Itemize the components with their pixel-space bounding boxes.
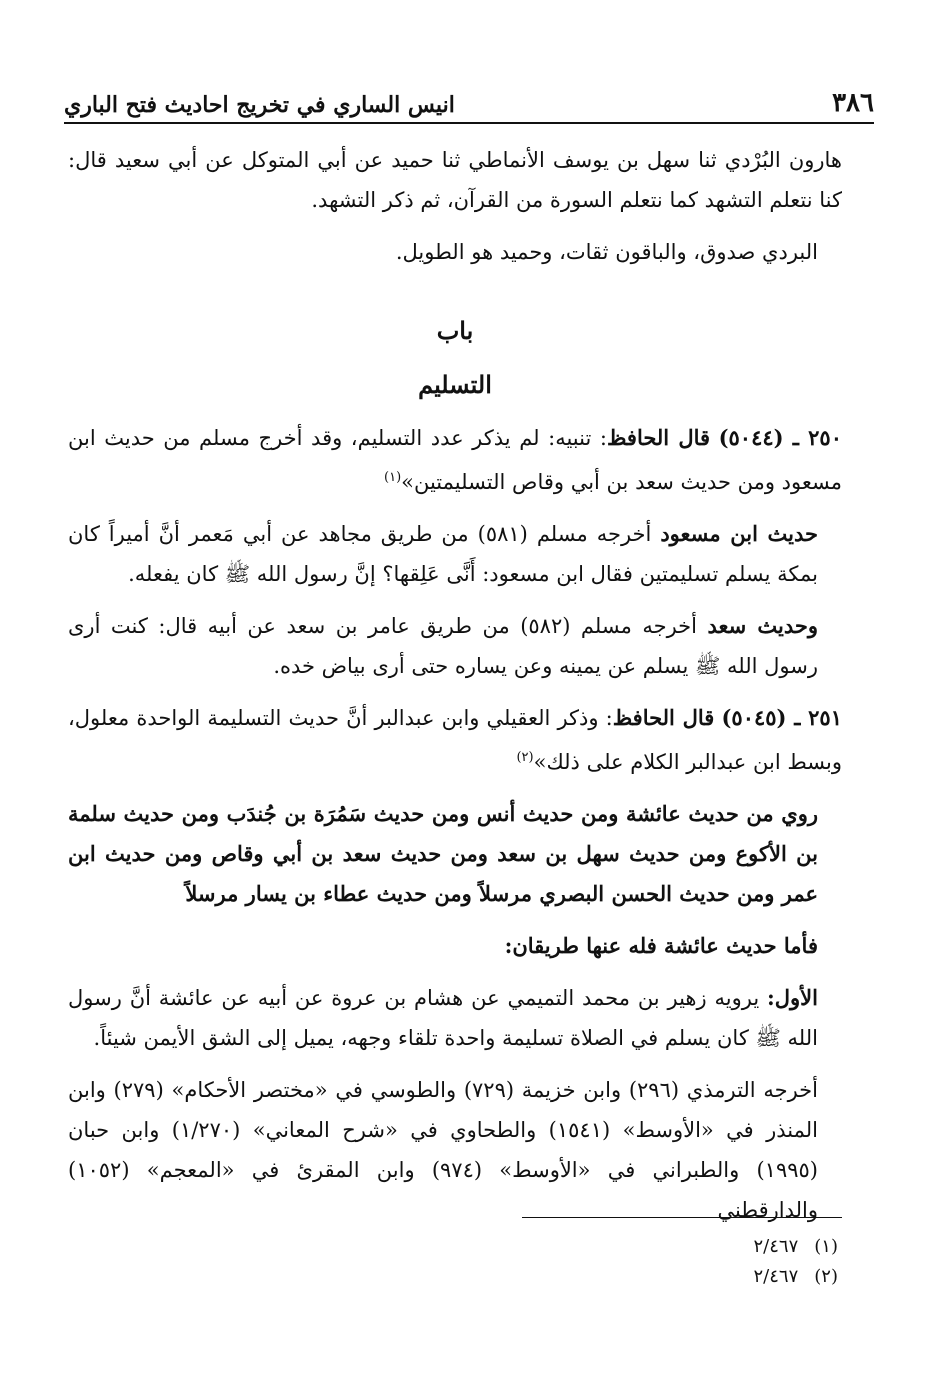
- running-header: [64, 78, 874, 124]
- book-title: انيس الساري في تخريج احاديث فتح الباري: [64, 92, 455, 118]
- page-number: ٣٨٦: [832, 88, 874, 118]
- ibn-masud-text: أخرجه مسلم (٥٨١) من طريق مجاهد عن أبي مَعمر أنَّ أميراً كان بمكة يسلم تسليمتين فقال ابن مسعود: أَنَّى عَلِقها؟ إنَّ رسول الله ﷺ كان يفعله.: [68, 522, 818, 586]
- entry-251-number: ٢٥١ ـ (٥٠٤٥): [721, 705, 842, 730]
- footnote-divider: [522, 1217, 842, 1218]
- intro-paragraph: [68, 140, 842, 220]
- aisha-heading: فأما حديث عائشة فله عنها طريقان:: [504, 933, 818, 958]
- entry-250-speaker: قال الحافظ: [606, 425, 711, 450]
- chapter-heading: [68, 310, 842, 406]
- saad-text: أخرجه مسلم (٥٨٢) من طريق عامر بن سعد عن أبيه قال: كنت أرى رسول الله ﷺ يسلم عن يمينه وعن يساره حتى أرى بياض خده.: [68, 614, 818, 678]
- footnote-1-ref: ٢/٤٦٧: [753, 1236, 799, 1257]
- entry-250: [68, 418, 842, 502]
- footnote-ref-1: (١): [384, 470, 402, 485]
- ibn-masud-paragraph: [68, 514, 842, 594]
- ibn-masud-lead: حديث ابن مسعود: [660, 521, 818, 546]
- footnote-1-number: (١): [814, 1236, 838, 1257]
- rowiya-paragraph: روي من حديث عائشة ومن حديث أنس ومن حديث سَمُرَة بن جُندَب ومن حديث سلمة بن الأكوع ومن حديث سهل بن سعد ومن حديث سعد بن أبي وقاص ومن حديث ابن عمر ومن حديث الحسن البصري مرسلاً ومن حديث عطاء بن يسار مرسلاً: [68, 801, 818, 906]
- footnote-2-number: (٢): [814, 1266, 838, 1287]
- footnote-ref-2: (٢): [516, 750, 534, 765]
- entry-251: [68, 698, 842, 782]
- takhrij-paragraph: أخرجه الترمذي (٢٩٦) وابن خزيمة (٧٢٩) والطوسي في «مختصر الأحكام» (٢٧٩) وابن المنذر في «الأوسط» (١٥٤١) والطحاوي في «شرح المعاني» (١/٢٧٠) وابن حبان (١٩٩٥) والطبراني في «الأوسط» (٩٧٤) وابن المقرئ في «المعجم» (١٠٥٢) والدارقطني: [68, 1078, 819, 1222]
- footnotes: [754, 1232, 838, 1292]
- saad-lead: وحديث سعد: [707, 613, 818, 638]
- footnote-2: [754, 1262, 838, 1292]
- entry-251-speaker: قال الحافظ: [612, 705, 715, 730]
- footnote-2-ref: ٢/٤٦٧: [753, 1266, 799, 1287]
- page-body: [68, 140, 842, 1242]
- entry-250-number: ٢٥٠ ـ (٥٠٤٤): [718, 425, 842, 450]
- narrator-note: البردي صدوق، والباقون ثقات، وحميد هو الطويل.: [395, 240, 818, 264]
- first-path-text: يرويه زهير بن محمد التميمي عن هشام بن عروة عن أبيه عن عائشة أنَّ رسول الله ﷺ كان يسلم في الصلاة تسليمة واحدة تلقاء وجهه، يميل إلى الشق الأيمن شيئاً.: [68, 986, 818, 1050]
- entry-250-text: : تنبيه: لم يذكر عدد التسليم، وقد أخرج مسلم من حديث ابن مسعود ومن حديث سعد بن أبي وقاص التسليمتين»: [68, 426, 842, 494]
- chapter-bab: باب: [436, 316, 474, 345]
- intro-line-2: كنا نتعلم التشهد كما نتعلم السورة من القرآن، ثم ذكر التشهد.: [311, 188, 842, 212]
- chapter-title: التسليم: [418, 370, 492, 399]
- saad-paragraph: [68, 606, 842, 686]
- intro-line-1: هارون البُرْدي ثنا سهل بن يوسف الأنماطي ثنا حميد عن أبي المتوكل عن أبي سعيد قال:: [68, 148, 842, 172]
- first-path-lead: الأول:: [767, 985, 818, 1010]
- first-path-paragraph: [68, 978, 842, 1058]
- entry-251-text: : وذكر العقيلي وابن عبدالبر أنَّ حديث التسليمة الواحدة معلول، وبسط ابن عبدالبر الكلام على ذلك»: [68, 706, 842, 774]
- footnote-1: [754, 1232, 838, 1262]
